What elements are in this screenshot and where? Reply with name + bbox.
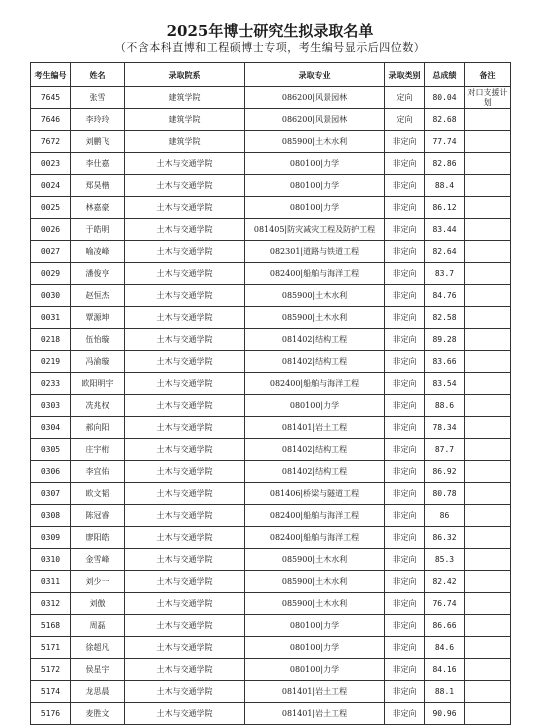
cell-score: 82.42 [425,571,465,593]
cell-name: 陈冠睿 [71,505,125,527]
cell-score: 83.7 [425,263,465,285]
cell-candidate-id: 0310 [31,549,71,571]
table-row [31,703,511,725]
table-row [31,417,511,439]
cell-name: 刘鹏飞 [71,131,125,153]
table-row [31,175,511,197]
cell-name: 于皓明 [71,219,125,241]
table-row [31,219,511,241]
cell-remark [465,307,511,329]
table-row [31,285,511,307]
cell-major: 080100|力学 [245,153,385,175]
cell-school: 建筑学院 [125,131,245,153]
header-score: 总成绩 [425,63,465,87]
cell-major: 081402|结构工程 [245,439,385,461]
cell-score: 82.58 [425,307,465,329]
table-row [31,571,511,593]
cell-major: 086200|风景园林 [245,87,385,109]
cell-major: 085900|土木水利 [245,307,385,329]
table-row [31,439,511,461]
cell-name: 徐超凡 [71,637,125,659]
cell-candidate-id: 0305 [31,439,71,461]
cell-score: 76.74 [425,593,465,615]
cell-remark [465,175,511,197]
cell-candidate-id: 7646 [31,109,71,131]
cell-candidate-id: 5172 [31,659,71,681]
cell-candidate-id: 0026 [31,219,71,241]
cell-remark [465,351,511,373]
page-subtitle: （不含本科直博和工程硕博士专项，考生编号显示后四位数） [114,41,426,54]
cell-name: 冼兆权 [71,395,125,417]
cell-category: 非定向 [385,263,425,285]
cell-score: 82.64 [425,241,465,263]
cell-school: 土木与交通学院 [125,395,245,417]
cell-remark [465,571,511,593]
cell-school: 土木与交通学院 [125,263,245,285]
cell-name: 林嘉豪 [71,197,125,219]
table-row [31,153,511,175]
cell-remark: 对口支援计划 [465,87,511,109]
cell-remark [465,527,511,549]
table-row [31,593,511,615]
cell-major: 080100|力学 [245,615,385,637]
cell-name: 伍怡璇 [71,329,125,351]
cell-remark [465,659,511,681]
cell-school: 土木与交通学院 [125,703,245,725]
cell-school: 土木与交通学院 [125,615,245,637]
table-row [31,329,511,351]
cell-score: 83.54 [425,373,465,395]
cell-major: 085900|土木水利 [245,593,385,615]
cell-name: 喻凌峰 [71,241,125,263]
cell-score: 87.7 [425,439,465,461]
cell-remark [465,615,511,637]
cell-name: 覃源坤 [71,307,125,329]
header-candidate-id: 考生编号 [31,63,71,87]
cell-school: 土木与交通学院 [125,593,245,615]
cell-name: 麦胜文 [71,703,125,725]
cell-name: 李宜佑 [71,461,125,483]
cell-school: 建筑学院 [125,87,245,109]
table-header-row [31,63,511,87]
cell-score: 84.16 [425,659,465,681]
cell-category: 非定向 [385,527,425,549]
cell-category: 非定向 [385,329,425,351]
cell-name: 侯星宇 [71,659,125,681]
cell-category: 非定向 [385,439,425,461]
header-school: 录取院系 [125,63,245,87]
cell-school: 土木与交通学院 [125,461,245,483]
cell-candidate-id: 0029 [31,263,71,285]
cell-score: 82.86 [425,153,465,175]
cell-remark [465,681,511,703]
table-row [31,351,511,373]
cell-major: 085900|土木水利 [245,571,385,593]
cell-school: 土木与交通学院 [125,681,245,703]
cell-remark [465,439,511,461]
cell-major: 081406|桥梁与隧道工程 [245,483,385,505]
cell-category: 非定向 [385,659,425,681]
cell-school: 土木与交通学院 [125,659,245,681]
cell-score: 84.6 [425,637,465,659]
cell-major: 082400|船舶与海洋工程 [245,505,385,527]
cell-major: 080100|力学 [245,659,385,681]
table-row [31,659,511,681]
cell-school: 土木与交通学院 [125,329,245,351]
cell-school: 土木与交通学院 [125,175,245,197]
cell-name: 郝向阳 [71,417,125,439]
table-row [31,505,511,527]
cell-major: 085900|土木水利 [245,131,385,153]
cell-score: 90.96 [425,703,465,725]
cell-candidate-id: 0307 [31,483,71,505]
cell-score: 86.12 [425,197,465,219]
cell-school: 土木与交通学院 [125,571,245,593]
cell-name: 刘少一 [71,571,125,593]
cell-remark [465,505,511,527]
cell-candidate-id: 5168 [31,615,71,637]
table-row [31,263,511,285]
cell-category: 非定向 [385,571,425,593]
cell-remark [465,483,511,505]
cell-remark [465,219,511,241]
cell-school: 土木与交通学院 [125,549,245,571]
cell-major: 081405|防灾减灾工程及防护工程 [245,219,385,241]
cell-major: 081401|岩土工程 [245,681,385,703]
cell-remark [465,593,511,615]
page-title: 2025年博士研究生拟录取名单 [166,22,374,40]
cell-score: 82.68 [425,109,465,131]
table-row [31,307,511,329]
header-major: 录取专业 [245,63,385,87]
cell-school: 土木与交通学院 [125,307,245,329]
cell-category: 非定向 [385,131,425,153]
cell-remark [465,197,511,219]
cell-category: 非定向 [385,241,425,263]
cell-candidate-id: 0025 [31,197,71,219]
cell-major: 080100|力学 [245,637,385,659]
cell-candidate-id: 5171 [31,637,71,659]
cell-category: 非定向 [385,703,425,725]
cell-major: 080100|力学 [245,197,385,219]
cell-school: 土木与交通学院 [125,439,245,461]
cell-school: 土木与交通学院 [125,153,245,175]
cell-remark [465,373,511,395]
cell-score: 89.28 [425,329,465,351]
cell-score: 83.44 [425,219,465,241]
cell-category: 非定向 [385,461,425,483]
cell-category: 非定向 [385,505,425,527]
cell-major: 082400|船舶与海洋工程 [245,527,385,549]
cell-candidate-id: 0309 [31,527,71,549]
cell-major: 080100|力学 [245,395,385,417]
cell-remark [465,285,511,307]
header-name: 姓名 [71,63,125,87]
cell-candidate-id: 5176 [31,703,71,725]
cell-name: 廖阳皓 [71,527,125,549]
table-row [31,131,511,153]
cell-name: 欧阳明宇 [71,373,125,395]
cell-score: 85.3 [425,549,465,571]
cell-category: 非定向 [385,307,425,329]
cell-candidate-id: 0306 [31,461,71,483]
cell-score: 86.92 [425,461,465,483]
cell-remark [465,153,511,175]
cell-candidate-id: 0024 [31,175,71,197]
cell-major: 082301|道路与铁道工程 [245,241,385,263]
cell-category: 非定向 [385,593,425,615]
cell-remark [465,703,511,725]
cell-category: 非定向 [385,615,425,637]
cell-major: 085900|土木水利 [245,549,385,571]
cell-score: 88.6 [425,395,465,417]
table-row [31,615,511,637]
cell-candidate-id: 0031 [31,307,71,329]
cell-name: 周磊 [71,615,125,637]
table-body [31,87,511,725]
cell-score: 83.66 [425,351,465,373]
cell-category: 非定向 [385,285,425,307]
cell-candidate-id: 0312 [31,593,71,615]
cell-category: 非定向 [385,175,425,197]
cell-score: 88.4 [425,175,465,197]
cell-name: 龙思晨 [71,681,125,703]
cell-category: 非定向 [385,197,425,219]
cell-name: 李仕嘉 [71,153,125,175]
cell-score: 77.74 [425,131,465,153]
cell-candidate-id: 0304 [31,417,71,439]
cell-name: 冯渝璇 [71,351,125,373]
cell-score: 84.76 [425,285,465,307]
cell-school: 土木与交通学院 [125,505,245,527]
cell-category: 定向 [385,109,425,131]
cell-score: 86.66 [425,615,465,637]
cell-school: 土木与交通学院 [125,373,245,395]
cell-major: 081401|岩土工程 [245,417,385,439]
table-row [31,461,511,483]
cell-school: 土木与交通学院 [125,483,245,505]
cell-score: 80.04 [425,87,465,109]
cell-school: 土木与交通学院 [125,285,245,307]
header-remark: 备注 [465,63,511,87]
cell-remark [465,109,511,131]
cell-candidate-id: 0027 [31,241,71,263]
cell-candidate-id: 7645 [31,87,71,109]
cell-school: 土木与交通学院 [125,637,245,659]
header-category: 录取类别 [385,63,425,87]
cell-name: 赵恒杰 [71,285,125,307]
cell-candidate-id: 0218 [31,329,71,351]
cell-category: 非定向 [385,417,425,439]
cell-remark [465,241,511,263]
table-row [31,109,511,131]
table-row [31,87,511,109]
table-row [31,681,511,703]
table-row [31,637,511,659]
cell-candidate-id: 0303 [31,395,71,417]
cell-remark [465,263,511,285]
cell-category: 非定向 [385,395,425,417]
cell-name: 刘傲 [71,593,125,615]
table-row [31,549,511,571]
cell-major: 085900|土木水利 [245,285,385,307]
cell-remark [465,461,511,483]
table-row [31,395,511,417]
cell-name: 郑昊楷 [71,175,125,197]
cell-candidate-id: 0023 [31,153,71,175]
cell-remark [465,417,511,439]
cell-score: 80.78 [425,483,465,505]
cell-category: 非定向 [385,681,425,703]
cell-school: 土木与交通学院 [125,219,245,241]
cell-candidate-id: 0308 [31,505,71,527]
cell-candidate-id: 0311 [31,571,71,593]
cell-major: 086200|风景园林 [245,109,385,131]
cell-major: 082400|船舶与海洋工程 [245,373,385,395]
cell-school: 土木与交通学院 [125,351,245,373]
cell-name: 张雪 [71,87,125,109]
admission-table [30,62,511,725]
cell-category: 非定向 [385,549,425,571]
cell-school: 土木与交通学院 [125,241,245,263]
cell-candidate-id: 0219 [31,351,71,373]
cell-major: 081402|结构工程 [245,461,385,483]
cell-score: 78.34 [425,417,465,439]
cell-remark [465,395,511,417]
cell-candidate-id: 5174 [31,681,71,703]
cell-score: 86.32 [425,527,465,549]
cell-category: 非定向 [385,483,425,505]
cell-school: 建筑学院 [125,109,245,131]
cell-category: 非定向 [385,373,425,395]
cell-remark [465,637,511,659]
table-row [31,527,511,549]
table-row [31,483,511,505]
cell-name: 欧文韬 [71,483,125,505]
cell-name: 潘俊亨 [71,263,125,285]
cell-remark [465,549,511,571]
cell-major: 081402|结构工程 [245,351,385,373]
cell-remark [465,131,511,153]
cell-name: 李玲玲 [71,109,125,131]
cell-candidate-id: 0233 [31,373,71,395]
cell-category: 定向 [385,87,425,109]
cell-school: 土木与交通学院 [125,527,245,549]
cell-candidate-id: 7672 [31,131,71,153]
cell-score: 86 [425,505,465,527]
cell-category: 非定向 [385,153,425,175]
cell-category: 非定向 [385,637,425,659]
cell-major: 081402|结构工程 [245,329,385,351]
cell-score: 88.1 [425,681,465,703]
table-row [31,241,511,263]
table-row [31,373,511,395]
cell-category: 非定向 [385,219,425,241]
cell-major: 080100|力学 [245,175,385,197]
cell-school: 土木与交通学院 [125,197,245,219]
cell-candidate-id: 0030 [31,285,71,307]
cell-remark [465,329,511,351]
table-row [31,197,511,219]
cell-school: 土木与交通学院 [125,417,245,439]
cell-name: 金雪峰 [71,549,125,571]
cell-major: 081401|岩土工程 [245,703,385,725]
cell-major: 082400|船舶与海洋工程 [245,263,385,285]
cell-category: 非定向 [385,351,425,373]
cell-name: 庄宇桁 [71,439,125,461]
